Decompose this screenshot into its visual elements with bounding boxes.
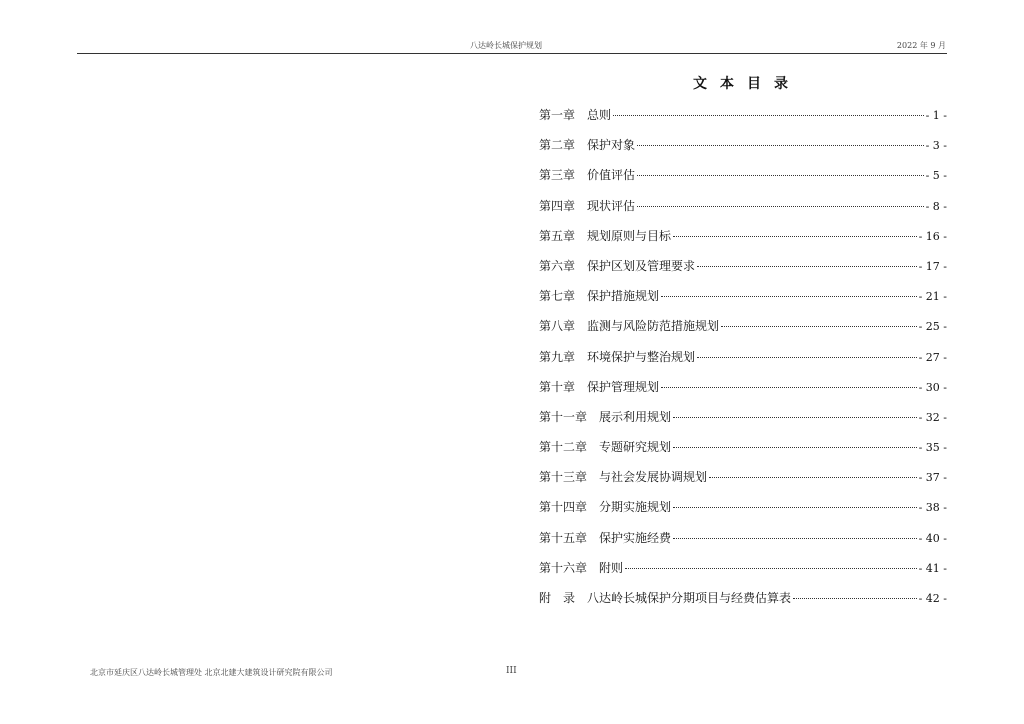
toc-entry[interactable] — [539, 468, 947, 498]
toc-chapter-title: 专题研究规划 — [599, 440, 672, 455]
toc-dot-leader — [793, 598, 917, 599]
toc-chapter-number: 第三章 — [539, 168, 576, 183]
toc-chapter-number: 第四章 — [539, 198, 576, 213]
toc-chapter-number: 第八章 — [539, 319, 576, 334]
toc-page-number: - 17 - — [918, 259, 947, 273]
toc-chapter-number: 第九章 — [539, 349, 576, 364]
toc-chapter-number: 第十二章 — [539, 440, 588, 455]
toc-chapter-number: 第二章 — [539, 138, 576, 153]
toc-entry[interactable] — [539, 408, 947, 438]
toc-entry[interactable] — [539, 498, 947, 528]
toc-entry[interactable] — [539, 227, 947, 257]
toc-dot-leader — [637, 206, 924, 207]
toc-entry[interactable] — [539, 317, 947, 347]
toc-chapter-title: 保护区划及管理要求 — [587, 258, 696, 273]
toc-chapter-number: 第十一章 — [539, 409, 588, 424]
toc-entry[interactable] — [539, 529, 947, 559]
toc-page-number: - 35 - — [918, 441, 947, 455]
footer-page-number: III — [506, 666, 517, 676]
toc-dot-leader — [661, 296, 917, 297]
toc-dot-leader — [673, 417, 917, 418]
toc-chapter-number: 第十五章 — [539, 530, 588, 545]
toc-chapter-number: 第十四章 — [539, 500, 588, 515]
toc-chapter-title: 保护对象 — [587, 138, 636, 153]
running-header-title: 八达岭长城保护规划 — [470, 41, 542, 50]
toc-chapter-title: 与社会发展协调规划 — [599, 470, 708, 485]
toc-entry[interactable] — [539, 136, 947, 166]
toc-dot-leader — [709, 477, 917, 478]
toc-heading: 文本目录 — [693, 76, 801, 92]
toc-dot-leader — [697, 357, 917, 358]
toc-dot-leader — [661, 387, 917, 388]
toc-entry[interactable] — [539, 197, 947, 227]
toc-page-number: - 25 - — [918, 320, 947, 334]
toc-entry[interactable] — [539, 438, 947, 468]
toc-chapter-title: 保护实施经费 — [599, 530, 672, 545]
toc-entry[interactable] — [539, 166, 947, 196]
toc-chapter-title: 规划原则与目标 — [587, 228, 672, 243]
toc-page-number: - 16 - — [918, 229, 947, 243]
toc-dot-leader — [673, 538, 917, 539]
toc-entry[interactable] — [539, 257, 947, 287]
toc-page-number: - 40 - — [918, 531, 947, 545]
toc-page-number: - 8 - — [925, 199, 947, 213]
toc-dot-leader — [673, 447, 917, 448]
toc-page-number: - 32 - — [918, 410, 947, 424]
toc-chapter-title: 八达岭长城保护分期项目与经费估算表 — [587, 591, 792, 605]
table-of-contents — [539, 106, 947, 619]
toc-dot-leader — [613, 115, 924, 116]
toc-entry[interactable] — [539, 106, 947, 136]
toc-chapter-number: 第五章 — [539, 228, 576, 243]
toc-page-number: - 38 - — [918, 501, 947, 515]
toc-chapter-number: 第一章 — [539, 108, 576, 122]
footer-organization: 北京市延庆区八达岭长城管理处 北京北建大建筑设计研究院有限公司 — [90, 668, 333, 677]
header-divider — [77, 53, 947, 54]
toc-dot-leader — [697, 266, 917, 267]
toc-page-number: - 27 - — [918, 350, 947, 364]
toc-entry[interactable] — [539, 589, 947, 619]
toc-dot-leader — [637, 175, 924, 176]
toc-page-number: - 21 - — [918, 290, 947, 304]
toc-page-number: - 42 - — [918, 592, 947, 605]
toc-page-number: - 41 - — [918, 561, 947, 575]
toc-chapter-number: 第十章 — [539, 379, 576, 394]
toc-page-number: - 30 - — [918, 380, 947, 394]
toc-chapter-title: 保护措施规划 — [587, 289, 660, 304]
toc-page-number: - 1 - — [925, 109, 947, 122]
toc-dot-leader — [673, 507, 917, 508]
toc-dot-leader — [673, 236, 917, 237]
toc-chapter-title: 分期实施规划 — [599, 500, 672, 515]
toc-page-number: - 3 - — [925, 139, 947, 153]
running-header-date: 2022 年 9 月 — [896, 41, 946, 50]
toc-chapter-number: 第七章 — [539, 289, 576, 304]
toc-chapter-title: 环境保护与整治规划 — [587, 349, 696, 364]
toc-chapter-number: 附 录 — [539, 591, 576, 605]
toc-entry[interactable] — [539, 378, 947, 408]
toc-chapter-title: 总则 — [587, 108, 612, 122]
toc-chapter-title: 价值评估 — [587, 168, 636, 183]
toc-dot-leader — [721, 326, 917, 327]
toc-chapter-number: 第十六章 — [539, 560, 588, 575]
toc-page-number: - 5 - — [925, 169, 947, 183]
toc-entry[interactable] — [539, 348, 947, 378]
toc-chapter-title: 展示利用规划 — [599, 409, 672, 424]
toc-chapter-title: 监测与风险防范措施规划 — [587, 319, 720, 334]
toc-dot-leader — [637, 145, 924, 146]
toc-chapter-title: 附则 — [599, 560, 624, 575]
toc-chapter-number: 第十三章 — [539, 470, 588, 485]
toc-dot-leader — [625, 568, 917, 569]
toc-chapter-title: 现状评估 — [587, 198, 636, 213]
toc-chapter-title: 保护管理规划 — [587, 379, 660, 394]
toc-entry[interactable] — [539, 559, 947, 589]
toc-page-number: - 37 - — [918, 471, 947, 485]
toc-entry[interactable] — [539, 287, 947, 317]
toc-chapter-number: 第六章 — [539, 258, 576, 273]
